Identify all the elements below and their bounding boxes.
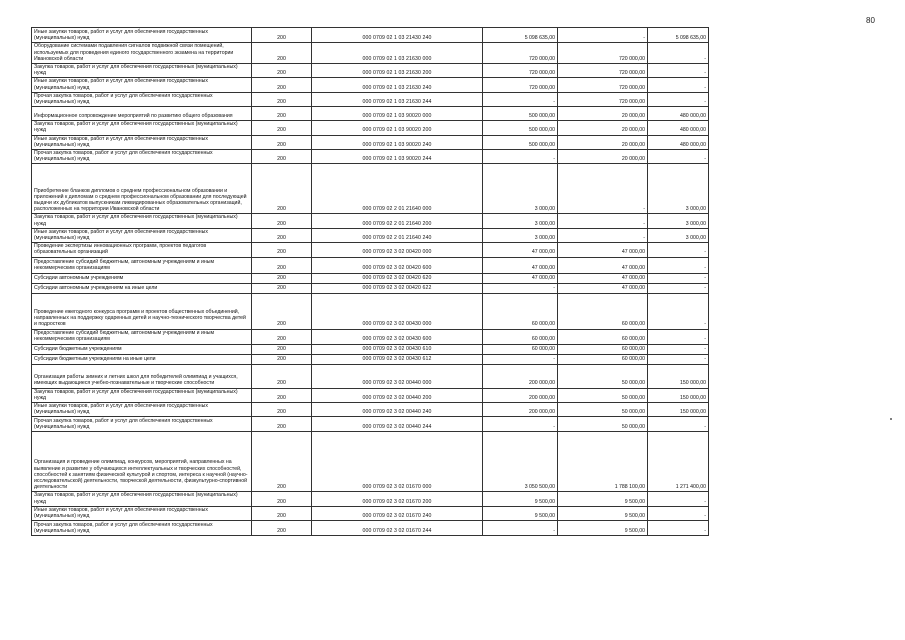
row-approved-amount-cell: 3 000,00 (483, 214, 558, 228)
row-approved-amount-cell: 3 000,00 (483, 228, 558, 242)
row-budget-code-cell: 000 0709 02 3 02 00430 610 (312, 344, 483, 354)
row-executed-amount-cell: - (558, 28, 648, 43)
table-row (32, 243, 709, 257)
row-budget-code-cell: 000 0709 02 3 02 00420 000 (312, 243, 483, 257)
row-unexecuted-amount-cell: 150 000,00 (648, 388, 709, 402)
row-unexecuted-amount-cell: 1 271 400,00 (648, 432, 709, 492)
row-budget-code-cell: 000 0709 02 3 02 00440 200 (312, 388, 483, 402)
budget-table-body (32, 28, 709, 536)
table-row (32, 344, 709, 354)
row-budget-code-cell: 000 0709 02 2 01 21640 240 (312, 228, 483, 242)
row-name-cell: Закупка товаров, работ и услуг для обеспечения государственных (муниципальных) нужд (32, 64, 252, 78)
row-approved-amount-cell: 60 000,00 (483, 344, 558, 354)
row-line-code-cell: 200 (252, 283, 312, 293)
row-name-cell: Приобретение бланков дипломов о среднем профессиональном образовании и приложений к дипломам о среднем профессиональном образовании для последующей выдачи их дубликатов выпускникам ликвидированных образовательных организаций, расположенных на территории Ивановской области (32, 164, 252, 214)
table-row (32, 329, 709, 344)
row-line-code-cell: 200 (252, 329, 312, 344)
row-unexecuted-amount-cell: - (648, 64, 709, 78)
row-unexecuted-amount-cell: - (648, 243, 709, 257)
table-row (32, 164, 709, 214)
row-name-cell: Информационное сопровождение мероприятий по развитию общего образования (32, 107, 252, 121)
row-unexecuted-amount-cell: - (648, 293, 709, 329)
row-budget-code-cell: 000 0709 02 3 02 00420 600 (312, 257, 483, 273)
row-approved-amount-cell: - (483, 92, 558, 106)
row-line-code-cell: 200 (252, 150, 312, 164)
row-unexecuted-amount-cell: 5 098 635,00 (648, 28, 709, 43)
row-line-code-cell: 200 (252, 273, 312, 283)
row-name-cell: Прочая закупка товаров, работ и услуг для обеспечения государственных (муниципальных) нужд (32, 521, 252, 536)
row-budget-code-cell: 000 0709 02 1 03 21630 200 (312, 64, 483, 78)
row-executed-amount-cell: 47 000,00 (558, 283, 648, 293)
row-budget-code-cell: 000 0709 02 1 03 90020 200 (312, 121, 483, 135)
row-line-code-cell: 200 (252, 107, 312, 121)
table-row (32, 228, 709, 242)
row-name-cell: Субсидии автономным учреждениям (32, 273, 252, 283)
row-approved-amount-cell: 200 000,00 (483, 388, 558, 402)
row-executed-amount-cell: 20 000,00 (558, 135, 648, 149)
row-approved-amount-cell: - (483, 283, 558, 293)
page-number: 80 (866, 16, 875, 25)
row-name-cell: Субсидии автономным учреждениям на иные цели (32, 283, 252, 293)
row-approved-amount-cell: 720 000,00 (483, 78, 558, 92)
row-unexecuted-amount-cell: 150 000,00 (648, 364, 709, 388)
row-executed-amount-cell: 60 000,00 (558, 293, 648, 329)
table-row (32, 135, 709, 149)
row-unexecuted-amount-cell: 480 000,00 (648, 107, 709, 121)
row-budget-code-cell: 000 0709 02 3 02 01670 000 (312, 432, 483, 492)
row-name-cell: Организация и проведение олимпиад, конкурсов, мероприятий, направленных на выявление и развитие у обучающихся интеллектуальных и творческих способностей, способностей к занятиям физической культурой и спортом, интереса к научной (научно-исследовательской) деятельности, творческой деятельности, физкультурно-спортивной деятельности (32, 432, 252, 492)
table-row (32, 273, 709, 283)
row-approved-amount-cell: - (483, 417, 558, 432)
table-row (32, 403, 709, 417)
row-budget-code-cell: 000 0709 02 3 02 01670 244 (312, 521, 483, 536)
table-row (32, 257, 709, 273)
row-budget-code-cell: 000 0709 02 2 01 21640 000 (312, 164, 483, 214)
row-unexecuted-amount-cell: - (648, 492, 709, 506)
row-budget-code-cell: 000 0709 02 1 03 21430 240 (312, 28, 483, 43)
row-name-cell: Прочая закупка товаров, работ и услуг для обеспечения государственных (муниципальных) нужд (32, 417, 252, 432)
row-approved-amount-cell: 3 050 500,00 (483, 432, 558, 492)
row-name-cell: Закупка товаров, работ и услуг для обеспечения государственных (муниципальных) нужд (32, 492, 252, 506)
table-row (32, 432, 709, 492)
row-name-cell: Иные закупки товаров, работ и услуг для обеспечения государственных (муниципальных) нужд (32, 135, 252, 149)
row-budget-code-cell: 000 0709 02 1 03 90020 000 (312, 107, 483, 121)
row-unexecuted-amount-cell: - (648, 417, 709, 432)
row-line-code-cell: 200 (252, 64, 312, 78)
row-budget-code-cell: 000 0709 02 3 02 00430 600 (312, 329, 483, 344)
row-executed-amount-cell: 50 000,00 (558, 417, 648, 432)
table-row (32, 107, 709, 121)
row-approved-amount-cell: 720 000,00 (483, 64, 558, 78)
row-budget-code-cell: 000 0709 02 3 02 00440 240 (312, 403, 483, 417)
row-line-code-cell: 200 (252, 78, 312, 92)
row-executed-amount-cell: 47 000,00 (558, 243, 648, 257)
row-budget-code-cell: 000 0709 02 3 02 00430 000 (312, 293, 483, 329)
row-executed-amount-cell: 20 000,00 (558, 121, 648, 135)
row-budget-code-cell: 000 0709 02 1 03 21630 240 (312, 78, 483, 92)
row-unexecuted-amount-cell: - (648, 354, 709, 364)
row-executed-amount-cell: 1 788 100,00 (558, 432, 648, 492)
row-line-code-cell: 200 (252, 121, 312, 135)
row-executed-amount-cell: 20 000,00 (558, 107, 648, 121)
table-row (32, 492, 709, 506)
row-executed-amount-cell: 720 000,00 (558, 43, 648, 64)
row-unexecuted-amount-cell: - (648, 150, 709, 164)
row-budget-code-cell: 000 0709 02 1 03 21630 000 (312, 43, 483, 64)
row-approved-amount-cell: 500 000,00 (483, 121, 558, 135)
row-line-code-cell: 200 (252, 492, 312, 506)
table-row (32, 417, 709, 432)
row-executed-amount-cell: 9 500,00 (558, 506, 648, 520)
row-budget-code-cell: 000 0709 02 3 02 00440 000 (312, 364, 483, 388)
row-name-cell: Иные закупки товаров, работ и услуг для обеспечения государственных (муниципальных) нужд (32, 228, 252, 242)
row-name-cell: Иные закупки товаров, работ и услуг для обеспечения государственных (муниципальных) нужд (32, 403, 252, 417)
row-executed-amount-cell: - (558, 214, 648, 228)
table-row (32, 92, 709, 106)
row-unexecuted-amount-cell: - (648, 257, 709, 273)
row-line-code-cell: 200 (252, 403, 312, 417)
table-row (32, 388, 709, 402)
table-row (32, 506, 709, 520)
table-row (32, 354, 709, 364)
row-approved-amount-cell: - (483, 354, 558, 364)
row-name-cell: Организация работы зимних и летних школ для победителей олимпиад и учащихся, имеющих выдающиеся учебно-познавательные и творческие способности (32, 364, 252, 388)
row-approved-amount-cell: 3 000,00 (483, 164, 558, 214)
row-line-code-cell: 200 (252, 417, 312, 432)
row-name-cell: Иные закупки товаров, работ и услуг для обеспечения государственных (муниципальных) нужд (32, 28, 252, 43)
row-executed-amount-cell: 20 000,00 (558, 150, 648, 164)
row-budget-code-cell: 000 0709 02 1 03 90020 244 (312, 150, 483, 164)
row-approved-amount-cell: - (483, 150, 558, 164)
row-name-cell: Прочая закупка товаров, работ и услуг для обеспечения государственных (муниципальных) нужд (32, 92, 252, 106)
row-approved-amount-cell: 60 000,00 (483, 293, 558, 329)
row-executed-amount-cell: - (558, 228, 648, 242)
table-row (32, 43, 709, 64)
row-unexecuted-amount-cell: 3 000,00 (648, 214, 709, 228)
row-name-cell: Иные закупки товаров, работ и услуг для обеспечения государственных (муниципальных) нужд (32, 506, 252, 520)
table-row (32, 521, 709, 536)
row-approved-amount-cell: 200 000,00 (483, 403, 558, 417)
row-executed-amount-cell: 720 000,00 (558, 78, 648, 92)
row-line-code-cell: 200 (252, 135, 312, 149)
table-row (32, 364, 709, 388)
row-executed-amount-cell: - (558, 164, 648, 214)
row-executed-amount-cell: 50 000,00 (558, 403, 648, 417)
row-approved-amount-cell: 500 000,00 (483, 107, 558, 121)
row-unexecuted-amount-cell: - (648, 92, 709, 106)
row-unexecuted-amount-cell: - (648, 344, 709, 354)
row-budget-code-cell: 000 0709 02 3 02 01670 200 (312, 492, 483, 506)
row-approved-amount-cell: 9 500,00 (483, 492, 558, 506)
row-line-code-cell: 200 (252, 28, 312, 43)
row-unexecuted-amount-cell: - (648, 521, 709, 536)
row-budget-code-cell: 000 0709 02 3 02 00440 244 (312, 417, 483, 432)
row-unexecuted-amount-cell: - (648, 43, 709, 64)
row-approved-amount-cell: - (483, 521, 558, 536)
row-budget-code-cell: 000 0709 02 3 02 00420 620 (312, 273, 483, 283)
row-name-cell: Субсидии бюджетным учреждениям на иные цели (32, 354, 252, 364)
row-line-code-cell: 200 (252, 388, 312, 402)
row-line-code-cell: 200 (252, 228, 312, 242)
row-approved-amount-cell: 60 000,00 (483, 329, 558, 344)
row-executed-amount-cell: 47 000,00 (558, 273, 648, 283)
row-unexecuted-amount-cell: - (648, 329, 709, 344)
row-executed-amount-cell: 60 000,00 (558, 354, 648, 364)
table-row (32, 121, 709, 135)
table-row (32, 28, 709, 43)
row-name-cell: Закупка товаров, работ и услуг для обеспечения государственных (муниципальных) нужд (32, 214, 252, 228)
row-line-code-cell: 200 (252, 43, 312, 64)
row-approved-amount-cell: 9 500,00 (483, 506, 558, 520)
row-line-code-cell: 200 (252, 521, 312, 536)
table-row (32, 78, 709, 92)
row-executed-amount-cell: 720 000,00 (558, 64, 648, 78)
row-unexecuted-amount-cell: - (648, 506, 709, 520)
row-line-code-cell: 200 (252, 354, 312, 364)
row-line-code-cell: 200 (252, 214, 312, 228)
row-name-cell: Прочая закупка товаров, работ и услуг для обеспечения государственных (муниципальных) нужд (32, 150, 252, 164)
row-name-cell: Закупка товаров, работ и услуг для обеспечения государственных (муниципальных) нужд (32, 388, 252, 402)
row-name-cell: Субсидии бюджетным учреждениям (32, 344, 252, 354)
row-approved-amount-cell: 47 000,00 (483, 243, 558, 257)
row-budget-code-cell: 000 0709 02 3 02 00420 622 (312, 283, 483, 293)
row-unexecuted-amount-cell: 150 000,00 (648, 403, 709, 417)
row-name-cell: Иные закупки товаров, работ и услуг для обеспечения государственных (муниципальных) нужд (32, 78, 252, 92)
table-row (32, 214, 709, 228)
row-budget-code-cell: 000 0709 02 3 02 00430 612 (312, 354, 483, 364)
row-unexecuted-amount-cell: - (648, 78, 709, 92)
row-line-code-cell: 200 (252, 293, 312, 329)
row-unexecuted-amount-cell: - (648, 273, 709, 283)
row-line-code-cell: 200 (252, 92, 312, 106)
row-line-code-cell: 200 (252, 432, 312, 492)
row-executed-amount-cell: 50 000,00 (558, 388, 648, 402)
row-unexecuted-amount-cell: 480 000,00 (648, 121, 709, 135)
row-executed-amount-cell: 9 500,00 (558, 521, 648, 536)
row-budget-code-cell: 000 0709 02 1 03 90020 240 (312, 135, 483, 149)
row-approved-amount-cell: 500 000,00 (483, 135, 558, 149)
row-unexecuted-amount-cell: 480 000,00 (648, 135, 709, 149)
table-row (32, 64, 709, 78)
budget-table (31, 27, 709, 536)
row-executed-amount-cell: 50 000,00 (558, 364, 648, 388)
row-line-code-cell: 200 (252, 257, 312, 273)
row-approved-amount-cell: 720 000,00 (483, 43, 558, 64)
row-name-cell: Предоставление субсидий бюджетным, автономным учреждениям и иным некоммерческим организациям (32, 329, 252, 344)
row-approved-amount-cell: 200 000,00 (483, 364, 558, 388)
row-executed-amount-cell: 9 500,00 (558, 492, 648, 506)
row-executed-amount-cell: 47 000,00 (558, 257, 648, 273)
row-line-code-cell: 200 (252, 364, 312, 388)
row-executed-amount-cell: 60 000,00 (558, 329, 648, 344)
row-line-code-cell: 200 (252, 344, 312, 354)
row-name-cell: Проведение ежегодного конкурса программ и проектов общественных объединений, направленных на поддержку одаренных детей и научно-технического творчества детей и подростков (32, 293, 252, 329)
row-unexecuted-amount-cell: 3 000,00 (648, 164, 709, 214)
row-approved-amount-cell: 47 000,00 (483, 273, 558, 283)
row-line-code-cell: 200 (252, 243, 312, 257)
table-row (32, 293, 709, 329)
row-budget-code-cell: 000 0709 02 2 01 21640 200 (312, 214, 483, 228)
row-unexecuted-amount-cell: - (648, 283, 709, 293)
row-budget-code-cell: 000 0709 02 1 03 21630 244 (312, 92, 483, 106)
row-executed-amount-cell: 720 000,00 (558, 92, 648, 106)
scan-speck (890, 418, 892, 420)
row-line-code-cell: 200 (252, 164, 312, 214)
row-budget-code-cell: 000 0709 02 3 02 01670 240 (312, 506, 483, 520)
row-unexecuted-amount-cell: 3 000,00 (648, 228, 709, 242)
table-row (32, 150, 709, 164)
row-approved-amount-cell: 5 098 635,00 (483, 28, 558, 43)
row-executed-amount-cell: 60 000,00 (558, 344, 648, 354)
row-approved-amount-cell: 47 000,00 (483, 257, 558, 273)
row-name-cell: Предоставление субсидий бюджетным, автономным учреждениям и иным некоммерческим организациям (32, 257, 252, 273)
row-line-code-cell: 200 (252, 506, 312, 520)
table-row (32, 283, 709, 293)
row-name-cell: Проведение экспертизы инновационных программ, проектов педагогов образовательных организаций (32, 243, 252, 257)
row-name-cell: Оборудование системами подавления сигналов подвижной связи помещений, используемых для проведения единого государственного экзамена на территории Ивановской области (32, 43, 252, 64)
row-name-cell: Закупка товаров, работ и услуг для обеспечения государственных (муниципальных) нужд (32, 121, 252, 135)
